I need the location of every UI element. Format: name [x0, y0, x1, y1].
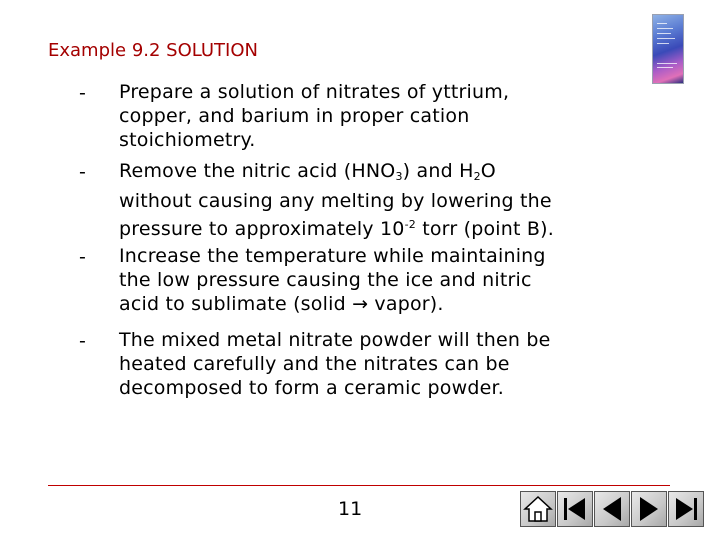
- home-button[interactable]: [520, 491, 556, 527]
- subscript: 3: [395, 170, 403, 183]
- superscript: -2: [404, 218, 416, 231]
- subscript: 2: [473, 170, 481, 183]
- bullet-line: decomposed to form a ceramic powder.: [119, 377, 504, 399]
- bullet-marker: -: [79, 161, 86, 183]
- bullet-text: [119, 328, 599, 400]
- bullet-marker: -: [79, 246, 86, 268]
- bullet-text: [119, 159, 599, 241]
- first-slide-icon: [558, 492, 592, 526]
- footer-divider: [48, 485, 670, 486]
- bullet-line: the low pressure causing the ice and nitric: [119, 269, 532, 291]
- home-icon: [521, 492, 555, 526]
- page-number: 11: [338, 498, 363, 520]
- text-run: O: [480, 160, 496, 182]
- bullet-line: [119, 213, 599, 241]
- text-run: Remove the nitric acid (HNO: [119, 160, 396, 182]
- bullet-line: stoichiometry.: [119, 129, 256, 151]
- bullet-marker: -: [79, 330, 86, 352]
- book-cover-image: [652, 14, 684, 84]
- slide-title: Example 9.2 SOLUTION: [48, 40, 258, 61]
- bullet-line: [119, 159, 599, 189]
- bullet-line: The mixed metal nitrate powder will then be: [119, 329, 551, 351]
- text-run: torr (point B).: [415, 218, 554, 240]
- bullet-line: Increase the temperature while maintaining: [119, 245, 546, 267]
- bullet-line: heated carefully and the nitrates can be: [119, 353, 510, 375]
- bullet-line: copper, and barium in proper cation: [119, 105, 470, 127]
- text-run: ) and H: [402, 160, 474, 182]
- previous-slide-icon: [595, 492, 629, 526]
- bullet-line: without causing any melting by lowering the: [119, 190, 552, 212]
- bullet-marker: -: [79, 82, 86, 104]
- last-slide-button[interactable]: [668, 491, 704, 527]
- text-run: pressure to approximately 10: [119, 218, 405, 240]
- next-slide-button[interactable]: [631, 491, 667, 527]
- last-slide-icon: [669, 492, 703, 526]
- first-slide-button[interactable]: [557, 491, 593, 527]
- next-slide-icon: [632, 492, 666, 526]
- previous-slide-button[interactable]: [594, 491, 630, 527]
- bullet-line: Prepare a solution of nitrates of yttrium,: [119, 81, 510, 103]
- bullet-text: [119, 80, 599, 152]
- bullet-text: [119, 244, 599, 316]
- bullet-line: acid to sublimate (solid → vapor).: [119, 293, 444, 315]
